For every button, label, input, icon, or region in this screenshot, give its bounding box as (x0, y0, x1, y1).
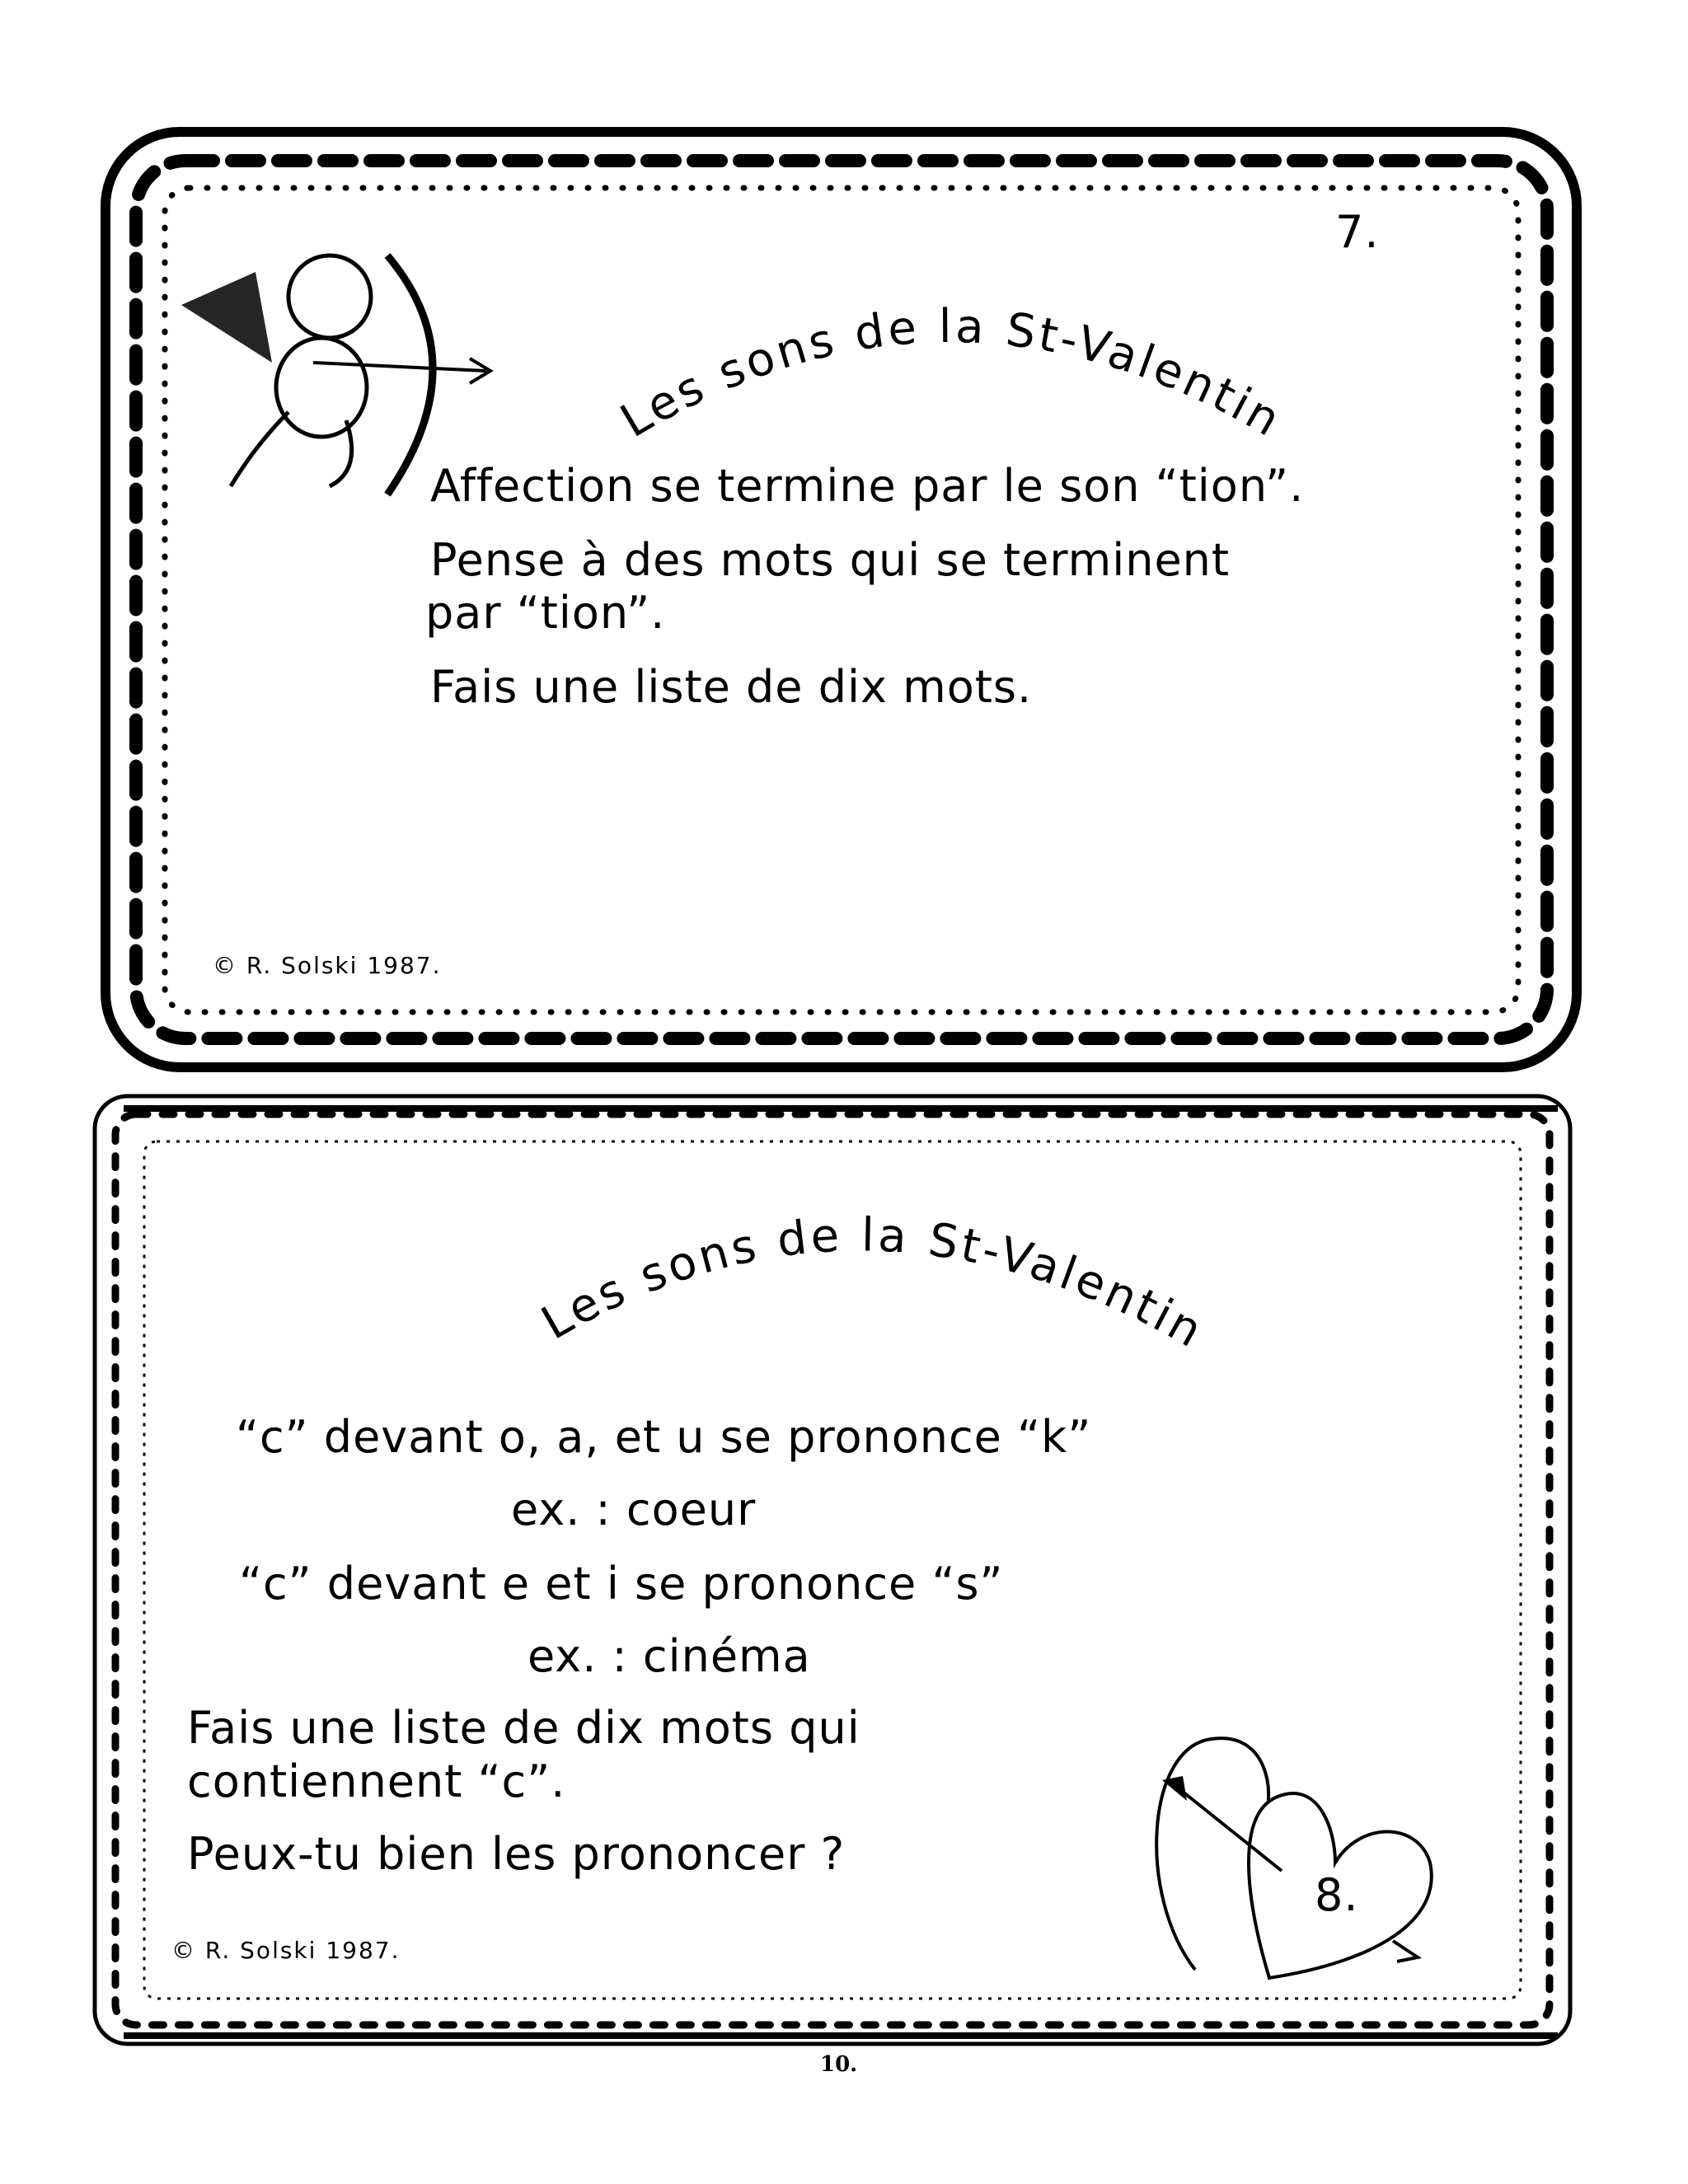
card1-title-text: Les sons de la St-Valentin (612, 299, 1292, 449)
card1-copyright: © R. Solski 1987. (213, 952, 442, 979)
card2-line-5: Fais une liste de dix mots qui (187, 1702, 860, 1754)
card1-number: 7. (1335, 206, 1380, 258)
card2-title (462, 1154, 1286, 1401)
card2-line-2: ex. : coeur (511, 1483, 757, 1535)
svg-text:Les sons de la St-Valentin (532, 1208, 1213, 1359)
card1-line-2: Pense à des mots qui se terminent (430, 534, 1231, 586)
card2-line-7: Peux-tu bien les prononcer ? (187, 1828, 846, 1880)
card2-line-6: contiennent “c”. (187, 1755, 566, 1807)
page-number: 10. (820, 2052, 858, 2077)
card1-title (536, 247, 1360, 462)
card2-line-3: “c” devant e et i se prononce “s” (239, 1558, 1004, 1610)
hearts-with-arrow-illustration (1146, 1731, 1459, 1994)
card2-title-text: Les sons de la St-Valentin (532, 1208, 1214, 1360)
card2-copyright: © R. Solski 1987. (171, 1937, 401, 1964)
card1-line-4: Fais une liste de dix mots. (430, 661, 1033, 713)
card1-line-3: par “tion”. (425, 587, 666, 639)
card2-line-4: ex. : cinéma (528, 1630, 811, 1682)
svg-text:Les sons de la St-Valentin (612, 300, 1292, 449)
card2-number: 8. (1315, 1869, 1359, 1921)
card2-line-1: “c” devant o, a, et u se prononce “k” (236, 1411, 1092, 1463)
card1-line-1: Affection se termine par le son “tion”. (430, 460, 1305, 512)
